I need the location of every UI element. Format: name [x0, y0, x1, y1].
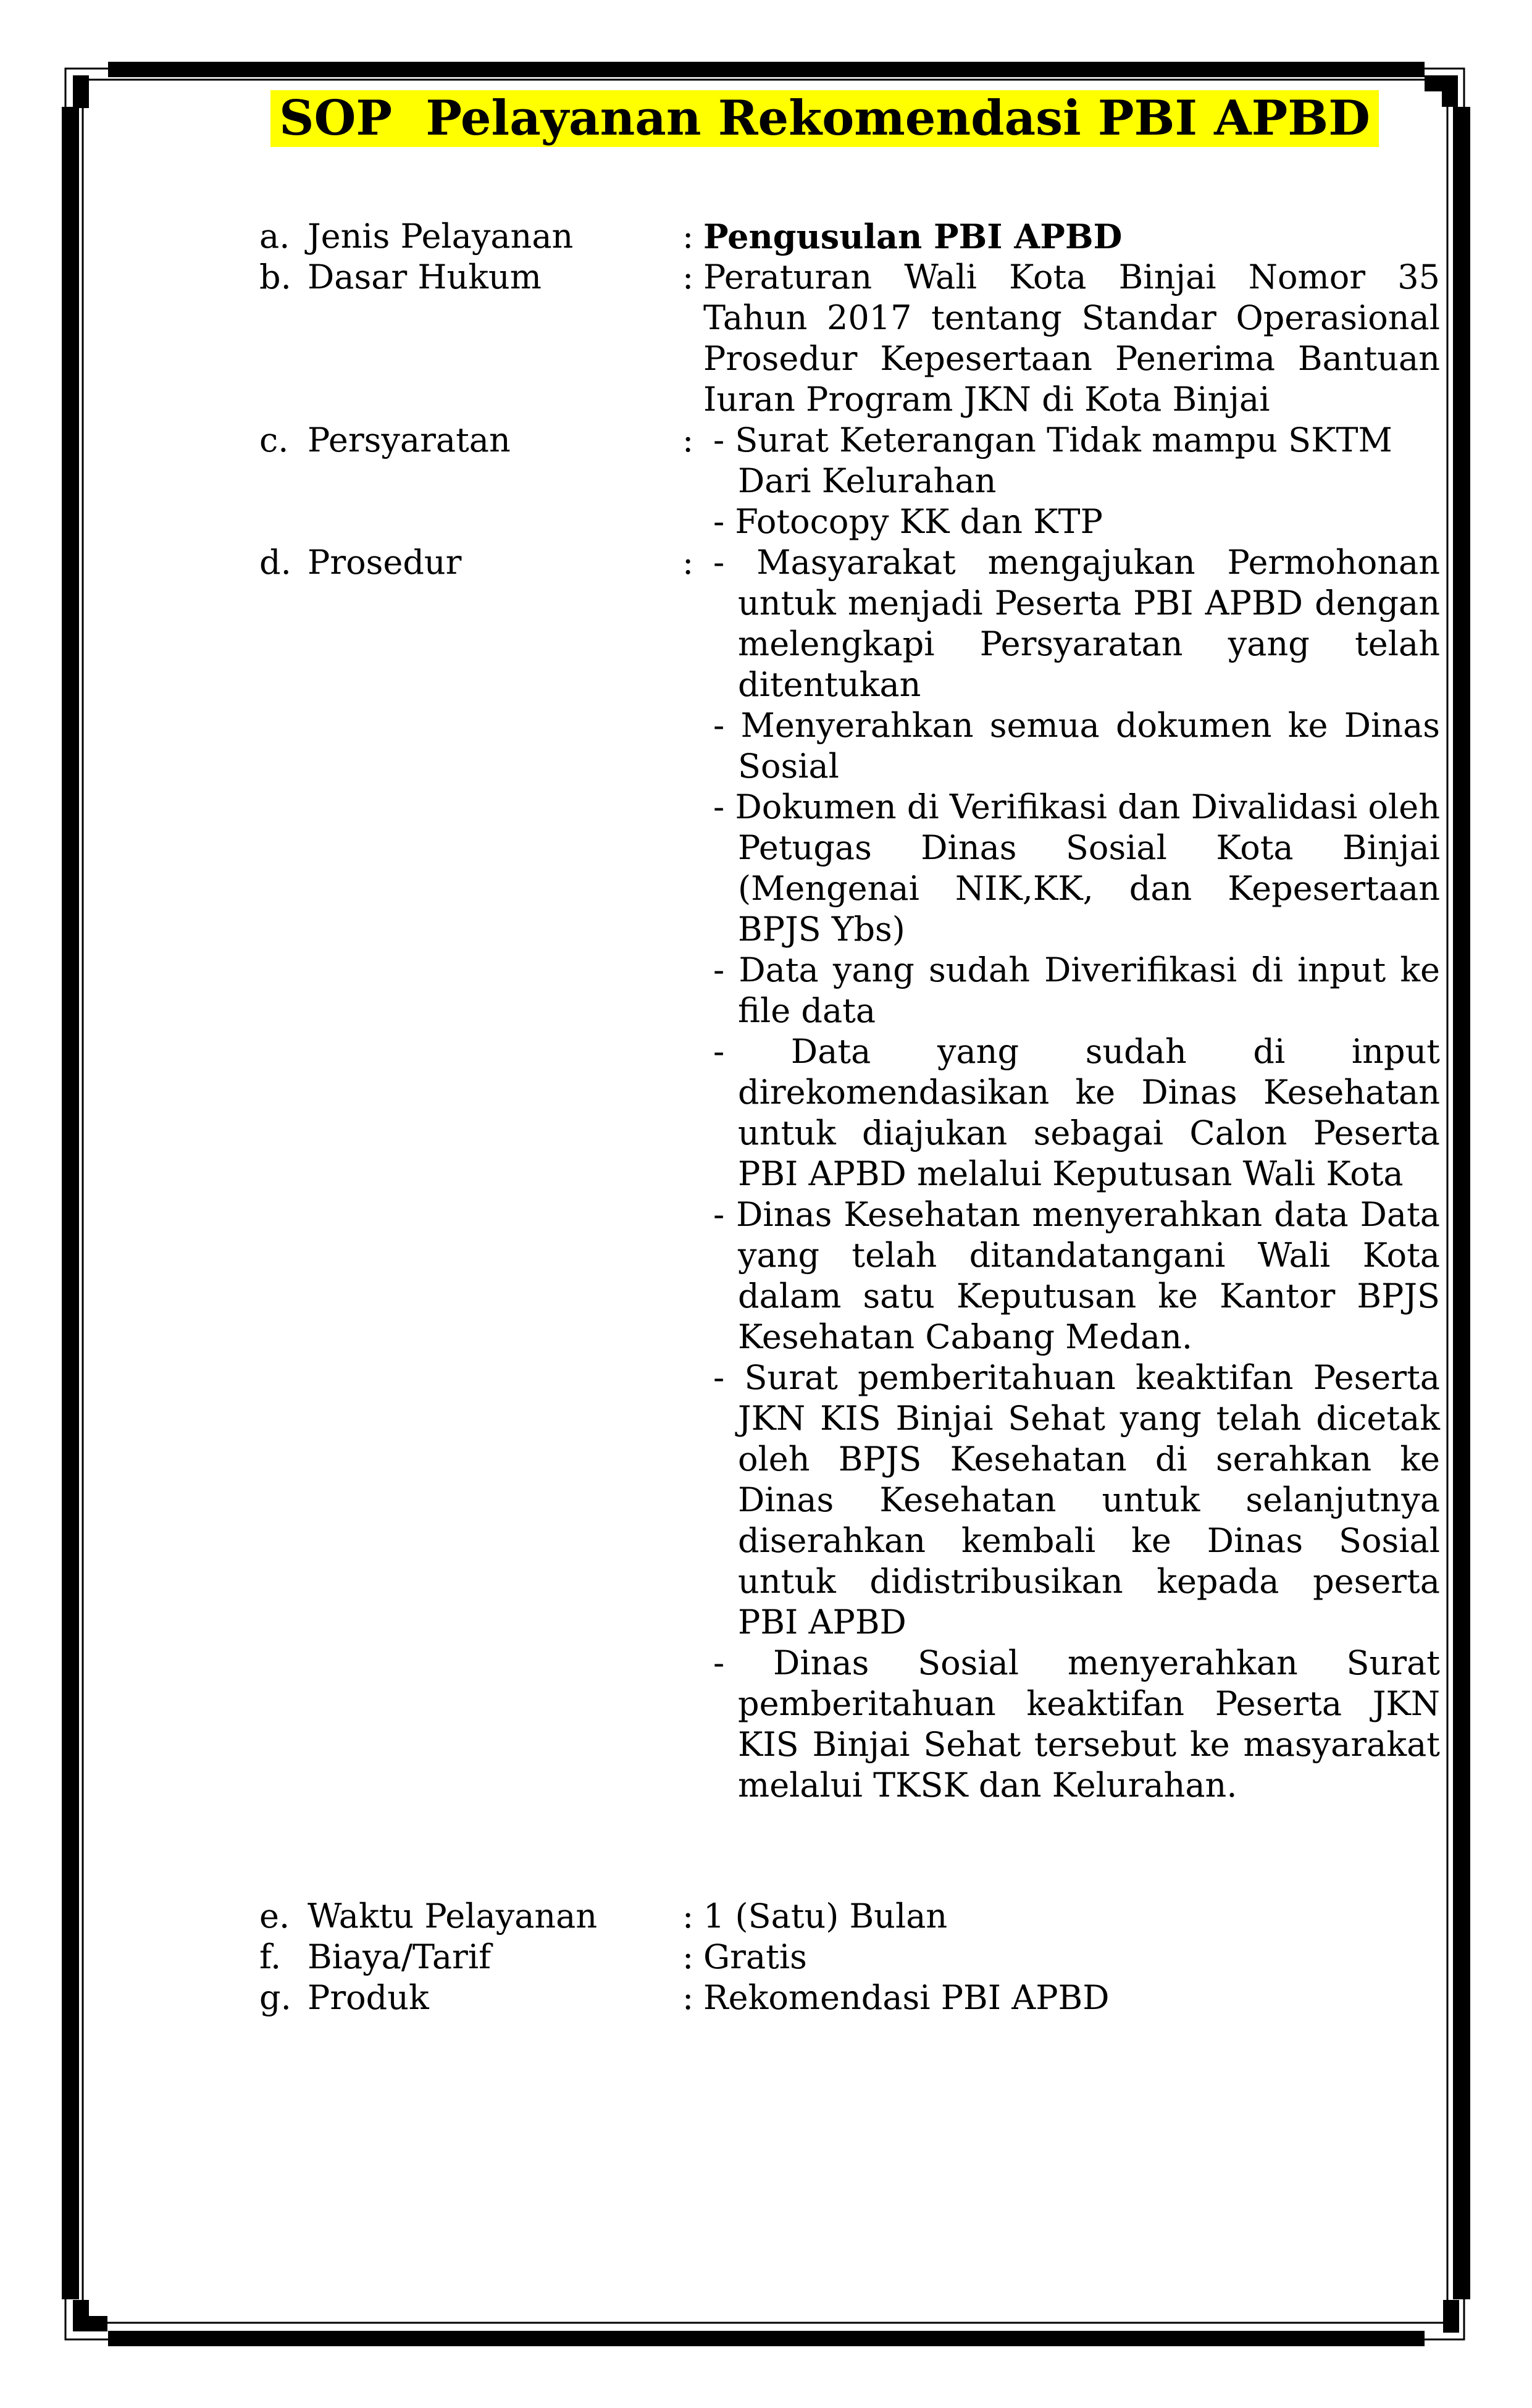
item-value: 1 (Satu) Bulan	[703, 1897, 948, 1936]
item-letter: b.	[259, 258, 291, 296]
bullet-dash: -	[713, 706, 725, 745]
row-jenis-pelayanan	[259, 216, 1440, 257]
list-item-text: Fotocopy KK dan KTP	[735, 502, 1103, 541]
prosedur-items	[713, 542, 1440, 1806]
colon-separator: :	[682, 1978, 694, 2017]
row-dasar-hukum	[259, 257, 1440, 420]
item-value-wrap	[682, 257, 1440, 420]
border-corner-bottom-left	[73, 2316, 107, 2331]
list-item-text: Masyarakat mengajukan Permohonan untuk menjadi Peserta PBI APBD dengan melengkapi Persyaratan yang telah ditentukan	[738, 543, 1440, 704]
list-item	[713, 1031, 1440, 1194]
item-value-wrap	[682, 420, 1440, 542]
bullet-dash: -	[713, 421, 725, 459]
item-letter: f.	[259, 1937, 282, 1976]
bullet-dash: -	[713, 950, 725, 989]
list-item-text: Dinas Sosial menyerahkan Surat pemberitahuan keaktifan Peserta JKN KIS Binjai Sehat tersebut ke masyarakat melalui TKSK dan Kelurahan.	[738, 1643, 1440, 1805]
row-produk	[259, 1978, 1440, 2018]
list-item	[713, 1194, 1440, 1357]
bullet-dash: -	[713, 1032, 725, 1071]
border-bar-top	[108, 62, 1425, 77]
bullet-dash: -	[713, 1358, 725, 1397]
sop-detail-list	[259, 216, 1440, 2018]
list-item-text: Surat pemberitahuan keaktifan Peserta JKN KIS Binjai Sehat yang telah dicetak oleh BPJS Kesehatan di serahkan ke Dinas Kesehatan untuk selanjutnya diserahkan kembali ke Dinas Sosial untuk didistribusikan kepada peserta PBI APBD	[738, 1358, 1440, 1642]
list-item	[713, 1357, 1440, 1643]
border-corner-top-right	[1425, 75, 1458, 91]
item-letter: c.	[259, 421, 289, 459]
row-prosedur	[259, 542, 1440, 1806]
row-persyaratan	[259, 420, 1440, 542]
item-value-wrap	[682, 542, 1440, 1806]
item-label: Waktu Pelayanan	[308, 1897, 598, 1936]
border-bar-bottom	[108, 2331, 1425, 2346]
colon-separator: :	[682, 543, 694, 582]
list-item-text: Data yang sudah di input direkomendasikan ke Dinas Kesehatan untuk diajukan sebagai Calon Peserta PBI APBD melalui Keputusan Wali Kota	[738, 1032, 1440, 1193]
item-value-wrap	[682, 216, 1440, 257]
list-item-text: Surat Keterangan Tidak mampu SKTM	[735, 421, 1392, 459]
border-corner-bottom-right	[1443, 2300, 1459, 2333]
page-title: SOP Pelayanan Rekomendasi PBI APBD	[270, 90, 1379, 147]
item-letter: d.	[259, 543, 291, 582]
list-item-text: Menyerahkan semua dokumen ke Dinas Sosial	[738, 706, 1440, 786]
list-item	[713, 501, 1440, 542]
list-item	[713, 420, 1440, 501]
item-value: Pengusulan PBI APBD	[703, 217, 1123, 256]
title-row	[0, 90, 1532, 147]
list-item	[713, 787, 1440, 950]
bullet-dash: -	[713, 543, 725, 582]
bullet-dash: -	[713, 502, 725, 541]
colon-separator: :	[682, 1897, 694, 1936]
persyaratan-items	[713, 420, 1440, 542]
bullet-dash: -	[713, 1643, 725, 1682]
colon-separator: :	[682, 1937, 694, 1976]
item-value: Gratis	[703, 1937, 807, 1976]
bullet-dash: -	[713, 1195, 725, 1234]
list-item-text: Dokumen di Verifikasi dan Divalidasi oleh Petugas Dinas Sosial Kota Binjai (Mengenai NIK,KK, dan Kepesertaan BPJS Ybs)	[735, 787, 1441, 949]
bullet-dash: -	[713, 787, 725, 826]
colon-separator: :	[682, 217, 694, 256]
item-label: Jenis Pelayanan	[308, 217, 574, 256]
colon-separator: :	[682, 258, 694, 296]
item-label: Prosedur	[308, 543, 462, 582]
list-item-text-line2: Dari Kelurahan	[738, 461, 997, 500]
item-letter: g.	[259, 1978, 291, 2017]
item-value: Peraturan Wali Kota Binjai Nomor 35 Tahun 2017 tentang Standar Operasional Prosedur Kepesertaan Penerima Bantuan Iuran Program JKN di Kota Binjai	[703, 258, 1440, 419]
row-waktu-pelayanan	[259, 1896, 1440, 1937]
item-value-wrap	[682, 1937, 1440, 1978]
list-item-text: Dinas Kesehatan menyerahkan data Data yang telah ditandatangani Wali Kota dalam satu Keputusan ke Kantor BPJS Kesehatan Cabang Medan.	[736, 1195, 1441, 1356]
border-corner-bottom-left-step	[73, 2300, 89, 2316]
item-label: Produk	[308, 1978, 429, 2017]
item-value: Rekomendasi PBI APBD	[703, 1978, 1110, 2017]
item-label: Persyaratan	[308, 421, 511, 459]
row-biaya-tarif	[259, 1937, 1440, 1978]
list-item	[713, 950, 1440, 1031]
item-letter: a.	[259, 217, 290, 256]
border-bar-right	[1453, 107, 1470, 2299]
list-item	[713, 542, 1440, 705]
item-label: Biaya/Tarif	[308, 1937, 492, 1976]
item-letter: e.	[259, 1897, 290, 1936]
list-item	[713, 1643, 1440, 1806]
item-value-wrap	[682, 1978, 1440, 2018]
item-value-wrap	[682, 1896, 1440, 1937]
border-bar-left	[62, 107, 79, 2299]
list-item	[713, 705, 1440, 787]
list-item-text: Data yang sudah Diverifikasi di input ke file data	[738, 950, 1440, 1030]
item-label: Dasar Hukum	[308, 258, 542, 296]
colon-separator: :	[682, 421, 694, 459]
